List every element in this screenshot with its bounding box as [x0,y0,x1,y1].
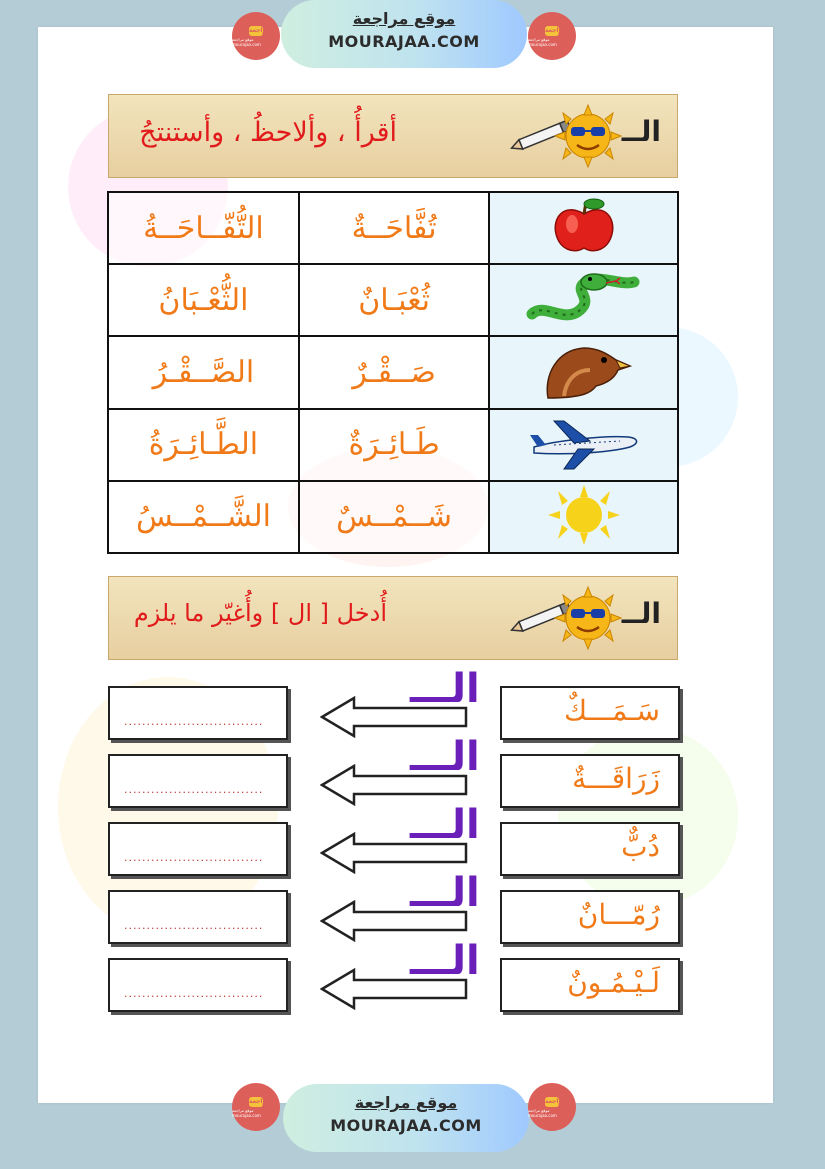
picture-cell [489,409,678,481]
site-name-arabic[interactable]: موقع مراجعة [354,1093,458,1112]
word-box [500,686,680,740]
al-label: الـــ [410,938,480,984]
instruction-header-2 [108,576,678,660]
instruction-header-1 [108,94,678,178]
answer-box[interactable] [108,754,288,808]
word-box [500,822,680,876]
site-badge-right-top [528,12,576,60]
word-box [500,754,680,808]
exercise-row [108,938,680,1012]
site-banner-top[interactable] [281,0,527,68]
answer-placeholder[interactable]: ............................... [124,851,264,864]
word: طَـائِـرَةٌ [348,427,440,463]
badge-text: موقع مراجعة mourajaa.com [232,36,261,47]
picture-cell [489,192,678,264]
site-logo-icon: مراجعة [249,1097,270,1105]
site-name-english[interactable]: MOURAJAA.COM [330,1116,482,1135]
answer-placeholder[interactable]: ............................... [124,783,264,796]
airplane-icon [524,413,644,473]
answer-placeholder[interactable]: ............................... [124,987,264,1000]
word: شَــمْــسٌ [336,499,453,535]
badge-text: موقع مراجعة mourajaa.com [528,1107,557,1118]
answer-box[interactable] [108,822,288,876]
instruction-text: أُدخل [ ال ] وأُغيّر ما يلزم [133,599,387,627]
sun-icon [534,485,634,545]
badge-text: موقع مراجعة mourajaa.com [232,1107,261,1118]
snake-icon [524,268,644,328]
exercise-row [108,734,680,808]
answer-box[interactable] [108,890,288,944]
table-row [108,409,678,481]
site-logo-icon: مراجعة [249,26,270,34]
word-with-al: الطَّـائِـرَةُ [148,427,259,463]
word-cell [299,192,489,264]
site-badge-left-bottom [232,1083,280,1131]
words-table [107,191,679,554]
site-badge-right-bottom [528,1083,576,1131]
al-label: الـــ [410,734,480,780]
word-cell [299,481,489,553]
word-cell [299,409,489,481]
word-cell [299,264,489,336]
exercise-row [108,666,680,740]
badge-text: موقع مراجعة mourajaa.com [528,36,557,47]
exercise-word: رُمّـــانٌ [577,898,660,931]
site-banner-bottom[interactable] [283,1084,529,1152]
word-with-al-cell [108,481,299,553]
picture-cell [489,264,678,336]
sun-sunglasses-icon [551,103,625,169]
table-row [108,264,678,336]
picture-cell [489,336,678,408]
word: صَــقْـرٌ [352,354,436,390]
sun-sunglasses-icon [551,585,625,651]
word-with-al: الصَّــقْـرُ [152,354,255,390]
exercise-row [108,802,680,876]
site-logo-icon: مراجعة [545,1097,566,1105]
word-with-al: الثُّعْـبَانُ [158,282,249,318]
word-cell [299,336,489,408]
exercise-word: سَـمَـــكٌ [563,694,660,727]
word-with-al: الشَّــمْــسُ [135,499,271,535]
site-name-arabic[interactable]: موقع مراجعة [352,9,456,28]
instruction-text: أقرأُ ، وألاحظُ ، وأستنتجُ [139,117,397,148]
answer-placeholder[interactable]: ............................... [124,715,264,728]
word-with-al: التُّفّــاحَــةُ [143,210,264,246]
al-label: الـــ [410,802,480,848]
exercise-word: دُبٌّ [621,830,660,863]
falcon-icon [534,340,634,400]
word-with-al-cell [108,264,299,336]
picture-cell [489,481,678,553]
word: تُفَّاحَــةٌ [351,210,437,246]
table-row [108,192,678,264]
table-row [108,481,678,553]
word: ثُعْبَـانٌ [358,282,431,318]
word-with-al-cell [108,409,299,481]
site-badge-left-top [232,12,280,60]
word-box [500,958,680,1012]
word-box [500,890,680,944]
site-logo-icon: مراجعة [545,26,566,34]
section-prefix-al: الــ [621,115,661,148]
answer-placeholder[interactable]: ............................... [124,919,264,932]
word-with-al-cell [108,336,299,408]
table-row [108,336,678,408]
al-label: الـــ [410,870,480,916]
exercise-word: لَـيْـمُـونٌ [567,966,660,999]
exercise-row [108,870,680,944]
answer-box[interactable] [108,686,288,740]
apple-icon [544,196,624,256]
word-with-al-cell [108,192,299,264]
al-label: الـــ [410,666,480,712]
exercise-word: زَرَاقَـــةٌ [572,762,660,795]
site-name-english[interactable]: MOURAJAA.COM [328,32,480,51]
answer-box[interactable] [108,958,288,1012]
section-prefix-al: الــ [621,597,661,630]
